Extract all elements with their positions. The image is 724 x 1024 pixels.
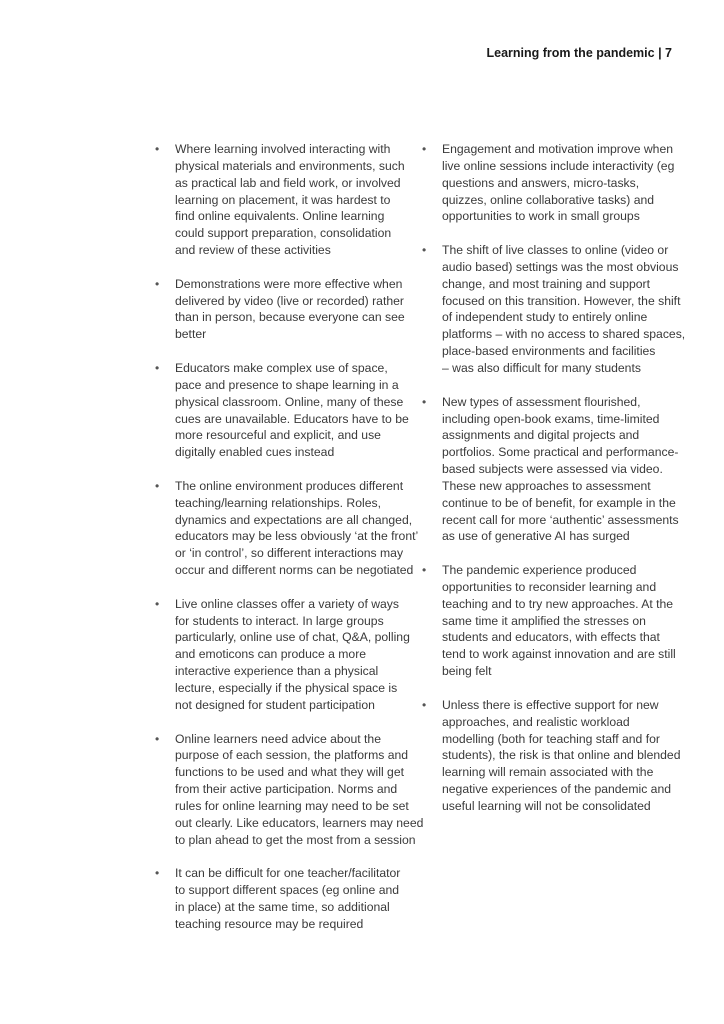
- bullet-text-line: teaching and to try new approaches. At the: [442, 596, 674, 611]
- bullet-text-line: out clearly. Like educators, learners may need: [175, 815, 424, 830]
- bullet-text-line: than in person, because everyone can see: [175, 310, 405, 325]
- bullet-text-line: could support preparation, consolidation: [175, 226, 392, 241]
- bullet-text-line: modelling (both for teaching staff and for: [442, 731, 660, 746]
- bullet-item: [422, 242, 686, 377]
- bullet-text-line: and emoticons can produce a more: [175, 647, 367, 662]
- bullet-item: [155, 478, 419, 579]
- bullet-icon: •: [422, 394, 427, 409]
- bullet-item: [155, 596, 410, 714]
- bullet-text-line: learning on placement, it was hardest to: [175, 192, 391, 207]
- bullet-icon: •: [422, 697, 427, 712]
- bullet-item: [155, 731, 424, 849]
- bullet-icon: •: [155, 142, 160, 156]
- bullet-icon: •: [422, 243, 427, 258]
- bullet-text-line: in place) at the same time, so additional: [175, 899, 390, 914]
- bullet-text-line: portfolios. Some practical and performance-: [442, 445, 679, 460]
- bullet-icon: •: [155, 596, 160, 611]
- bullet-item: [422, 562, 682, 680]
- bullet-text-line: Unless there is effective support for new: [442, 697, 659, 712]
- bullet-icon: •: [155, 866, 160, 881]
- bullet-text-line: or ‘in control’, so different interactions may: [175, 546, 404, 561]
- bullet-text-line: find online equivalents. Online learning: [175, 209, 385, 224]
- bullet-text-line: better: [175, 327, 207, 342]
- bullet-text-line: based subjects were assessed via video.: [442, 462, 663, 477]
- bullet-text-line: particularly, online use of chat, Q&A, polling: [175, 630, 410, 645]
- bullet-icon: •: [155, 478, 160, 493]
- bullet-text-line: It can be difficult for one teacher/facilitator: [175, 866, 401, 881]
- bullet-text-line: audio based) settings was the most obvious: [442, 259, 679, 274]
- bullet-text-line: place-based environments and facilities: [442, 344, 656, 359]
- bullet-text-line: educators may be less obviously ‘at the front’: [175, 529, 419, 544]
- bullet-text-line: more resourceful and explicit, and use: [175, 428, 381, 443]
- bullet-text-line: approaches, and realistic workload: [442, 714, 630, 729]
- bullet-item: [422, 141, 682, 225]
- bullet-text-line: not designed for student participation: [175, 697, 375, 712]
- bullet-icon: •: [155, 731, 160, 746]
- bullet-text-line: useful learning will not be consolidated: [442, 798, 651, 813]
- bullet-text-line: New types of assessment flourished,: [442, 394, 641, 409]
- bullet-text-line: and review of these activities: [175, 243, 331, 258]
- bullet-text-line: cues are unavailable. Educators have to be: [175, 411, 409, 426]
- bullet-text-line: occur and different norms can be negotiated: [175, 563, 414, 578]
- bullet-text-line: lecture, especially if the physical space is: [175, 681, 398, 695]
- bullet-text-line: interactive experience than a physical: [175, 664, 379, 679]
- bullet-text-line: students), the risk is that online and blended: [442, 748, 681, 763]
- bullet-text-line: negative experiences of the pandemic and: [442, 782, 672, 797]
- bullet-text-line: Where learning involved interacting with: [175, 142, 391, 156]
- bullet-text-line: Live online classes offer a variety of ways: [175, 596, 399, 611]
- bullet-text-line: opportunities to reconsider learning and: [442, 579, 657, 594]
- bullet-text-line: quizzes, online collaborative tasks) and: [442, 192, 655, 207]
- bullet-item: [422, 394, 682, 546]
- bullet-icon: •: [422, 563, 427, 578]
- bullet-text-line: same time it amplified the stresses on: [442, 613, 646, 628]
- bullet-text-line: The pandemic experience produced: [442, 563, 637, 578]
- bullet-text-line: rules for online learning may need to be set: [175, 798, 409, 813]
- bullet-icon: •: [155, 276, 160, 291]
- right-column: [422, 141, 686, 832]
- bullet-text-line: Demonstrations were more effective when: [175, 276, 403, 291]
- bullet-text-line: delivered by video (live or recorded) rather: [175, 293, 404, 308]
- left-column: [155, 141, 424, 950]
- bullet-icon: •: [155, 360, 160, 375]
- bullet-text-line: including open-book exams, time-limited: [442, 411, 660, 426]
- page-header-title: Learning from the pandemic | 7: [486, 46, 672, 60]
- bullet-text-line: for students to interact. In large groups: [175, 613, 384, 628]
- bullet-text-line: tend to work against innovation and are still: [442, 647, 676, 662]
- bullet-text-line: physical materials and environments, such: [175, 158, 405, 173]
- bullet-item: [422, 697, 682, 815]
- bullet-text-line: dynamics and expectations are all changed,: [175, 512, 413, 527]
- bullet-text-line: The online environment produces different: [175, 478, 404, 493]
- bullet-icon: •: [422, 142, 427, 156]
- bullet-text-line: focused on this transition. However, the shift: [442, 293, 681, 308]
- bullet-text-line: recent call for more ‘authentic’ assessments: [442, 512, 679, 527]
- bullet-item: [155, 276, 405, 343]
- bullet-text-line: Online learners need advice about the: [175, 731, 381, 746]
- bullet-text-line: teaching/learning relationships. Roles,: [175, 495, 381, 510]
- bullet-text-line: teaching resource may be required: [175, 916, 364, 931]
- bullet-text-line: change, and most training and support: [442, 276, 651, 291]
- bullet-text-line: functions to be used and what they will get: [175, 765, 404, 780]
- bullet-text-line: Engagement and motivation improve when: [442, 142, 674, 156]
- bullet-text-line: live online sessions include interactivity (eg: [442, 158, 675, 173]
- bullet-text-line: continue to be of benefit, for example in the: [442, 495, 676, 510]
- bullet-text-line: to support different spaces (eg online and: [175, 883, 400, 898]
- bullet-text-line: physical classroom. Online, many of these: [175, 394, 404, 409]
- bullet-text-line: The shift of live classes to online (video or: [442, 243, 669, 258]
- bullet-text-line: learning will remain associated with the: [442, 765, 654, 780]
- bullet-text-line: assignments and digital projects and: [442, 428, 640, 443]
- bullet-text-line: questions and answers, micro-tasks,: [442, 175, 640, 190]
- bullet-item: [155, 141, 405, 259]
- bullet-text-line: digitally enabled cues instead: [175, 445, 335, 460]
- bullet-text-line: pace and presence to shape learning in a: [175, 377, 399, 392]
- bullet-text-line: platforms – with no access to shared spaces,: [442, 327, 686, 342]
- bullet-text-line: to plan ahead to get the most from a session: [175, 832, 416, 847]
- bullet-text-line: as practical lab and field work, or involved: [175, 175, 401, 190]
- bullet-item: [155, 360, 409, 461]
- bullet-text-line: from their active participation. Norms and: [175, 782, 398, 797]
- bullet-text-line: as use of generative AI has surged: [442, 529, 630, 544]
- bullet-text-line: opportunities to work in small groups: [442, 209, 640, 224]
- bullet-text-line: being felt: [442, 664, 492, 679]
- bullet-text-line: – was also difficult for many students: [442, 360, 641, 375]
- bullet-text-line: These new approaches to assessment: [442, 478, 651, 493]
- bullet-item: [155, 865, 405, 932]
- bullet-text-line: of independent study to entirely online: [442, 310, 648, 325]
- bullet-text-line: students and educators, with effects that: [442, 630, 660, 645]
- bullet-text-line: purpose of each session, the platforms and: [175, 748, 409, 763]
- bullet-text-line: Educators make complex use of space,: [175, 360, 388, 375]
